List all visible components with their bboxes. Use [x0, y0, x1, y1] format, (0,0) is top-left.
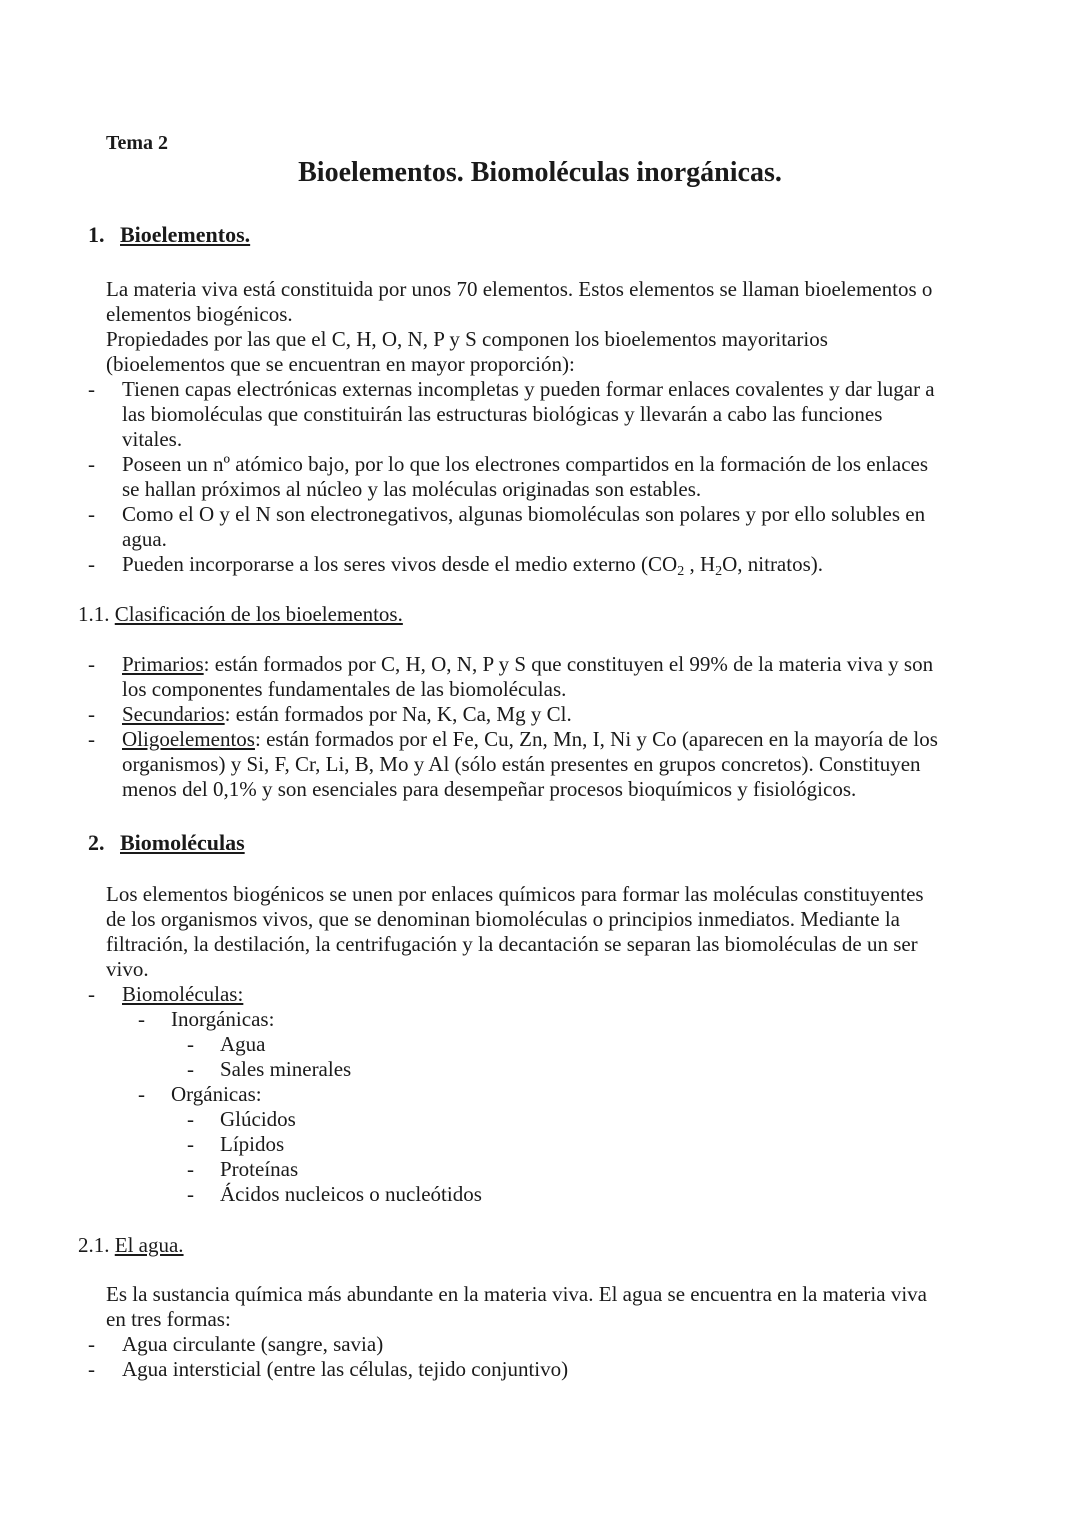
bullet-dash: - — [88, 377, 95, 401]
text-line: Oligoelementos: están formados por el Fe, Cu, Zn, Mn, I, Ni y Co (aparecen en la mayoría de los — [122, 727, 938, 751]
tree-branch-organic: Orgánicas: — [171, 1082, 262, 1106]
text-line: de los organismos vivos, que se denominan biomoléculas o principios inmediatos. Mediante la — [106, 907, 900, 931]
text-line: Pueden incorporarse a los seres vivos desde el medio externo ($CO_2$ , $H_2O$, nitratos). — [122, 552, 824, 579]
text-line: Los elementos biogénicos se unen por enlaces químicos para formar las moléculas constituyentes — [106, 882, 924, 906]
section-title: Bioelementos. — [120, 222, 251, 247]
section-heading-2 — [88, 830, 245, 855]
section-label: Tema 2 — [106, 132, 169, 154]
bullet-dash: - — [88, 452, 95, 476]
text-line: Secundarios: están formados por Na, K, Ca, Mg y Cl. — [122, 702, 572, 726]
section-title: Clasificación de los bioelementos. — [114, 602, 403, 626]
text-line: elementos biogénicos. — [106, 302, 293, 326]
text-line: filtración, la destilación, la centrifugación y la decantación se separan las biomoléculas de un ser — [106, 932, 918, 956]
bullet-dash: - — [187, 1132, 194, 1156]
text-line: agua. — [122, 527, 167, 551]
text-line: las biomoléculas que constituirán las estructuras biológicas y llevarán a cabo las funciones — [122, 402, 883, 426]
tree-leaf: Lípidos — [220, 1132, 285, 1156]
bullet-dash: - — [88, 502, 95, 526]
text-line: vitales. — [122, 427, 183, 451]
bullet-dash: - — [187, 1057, 194, 1081]
text-line: vivo. — [106, 957, 149, 981]
section-number: 2. — [88, 830, 105, 855]
section-title: Biomoléculas — [120, 830, 245, 855]
text-line: los componentes fundamentales de las biomoléculas. — [122, 677, 567, 701]
text-line: Agua circulante (sangre, savia) — [122, 1332, 384, 1356]
bullet-dash: - — [187, 1032, 194, 1056]
text-line: Propiedades por las que el C, H, O, N, P y S componen los bioelementos mayoritarios — [106, 327, 828, 351]
page-title: Bioelementos. Biomoléculas inorgánicas. — [298, 157, 782, 188]
paragraph — [106, 277, 986, 377]
bullet-dash: - — [88, 702, 95, 726]
section-title: El agua. — [114, 1233, 184, 1257]
biomolecule-tree — [88, 982, 988, 1212]
tree-branch-inorganic: Inorgánicas: — [171, 1007, 275, 1031]
bullet-dash: - — [187, 1107, 194, 1131]
text-line: Como el O y el N son electronegativos, algunas biomoléculas son polares y por ello solubles en — [122, 502, 926, 526]
text-line: organismos) y Si, F, Cr, Li, B, Mo y Al (sólo están presentes en grupos concretos). Constituyen — [122, 752, 921, 776]
bullet-dash: - — [88, 652, 95, 676]
bullet-dash: - — [88, 1357, 95, 1381]
section-heading-1 — [88, 222, 250, 247]
tree-root: Biomoléculas: — [122, 982, 244, 1006]
bullet-dash: - — [88, 727, 95, 751]
paragraph — [106, 1282, 986, 1332]
text-line: Poseen un nº atómico bajo, por lo que los electrones compartidos en la formación de los enlaces — [122, 452, 929, 476]
paragraph — [106, 882, 986, 982]
section-number: 1. — [88, 222, 105, 247]
bullet-dash: - — [88, 1332, 95, 1356]
bullet-dash: - — [138, 1007, 145, 1031]
bullet-dash: - — [88, 982, 95, 1006]
tree-leaf: Ácidos nucleicos o nucleótidos — [220, 1182, 482, 1206]
text-line: en tres formas: — [106, 1307, 231, 1331]
text-line: Primarios: están formados por C, H, O, N, P y S que constituyen el 99% de la materia viva y son — [122, 652, 934, 676]
text-line: La materia viva está constituida por unos 70 elementos. Estos elementos se llaman bioelementos o — [106, 277, 933, 301]
bullet-dash: - — [88, 552, 95, 576]
text-line: Es la sustancia química más abundante en la materia viva. El agua se encuentra en la materia viva — [106, 1282, 927, 1306]
tree-leaf: Glúcidos — [220, 1107, 296, 1131]
bullet-dash: - — [138, 1082, 145, 1106]
tree-leaf: Sales minerales — [220, 1057, 352, 1081]
text-line: menos del 0,1% y son esenciales para desempeñar procesos bioquímicos y fisiológicos. — [122, 777, 857, 801]
bullet-dash: - — [187, 1182, 194, 1206]
tree-leaf: Proteínas — [220, 1157, 299, 1181]
text-line: se hallan próximos al núcleo y las moléculas originadas son estables. — [122, 477, 702, 501]
tree-leaf: Agua — [220, 1032, 266, 1056]
text-line: (bioelementos que se encuentran en mayor proporción): — [106, 352, 575, 376]
subsection-heading-1-1 — [78, 602, 403, 627]
section-number: 1.1. — [78, 602, 110, 626]
bullet-dash: - — [187, 1157, 194, 1181]
subsection-heading-2-1 — [78, 1233, 184, 1258]
text-line: Agua intersticial (entre las células, tejido conjuntivo) — [122, 1357, 569, 1381]
section-number: 2.1. — [78, 1233, 110, 1257]
text-line: Tienen capas electrónicas externas incompletas y pueden formar enlaces covalentes y dar lugar a — [122, 377, 935, 401]
